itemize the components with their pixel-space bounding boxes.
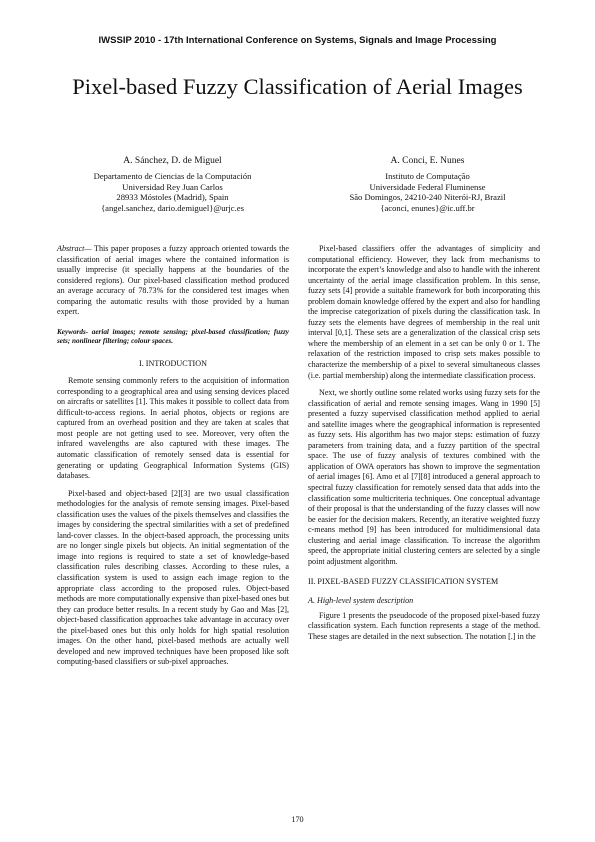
keywords: Keywords- aerial images; remote sensing; pixel-based classification; fuzzy sets; nonlinear filtering; colour spaces. <box>57 327 289 346</box>
affiliation-line: 28933 Móstoles (Madrid), Spain <box>116 192 229 203</box>
affiliation-line: São Domingos, 24210-240 Niterói-RJ, Brazil <box>349 192 506 203</box>
section-heading-system: II. PIXEL-BASED FUZZY CLASSIFICATION SYSTEM <box>308 577 499 587</box>
subsection-heading: A. High-level system description <box>308 595 414 605</box>
right-column <box>308 244 540 649</box>
abstract-label: Abstract— <box>57 244 92 253</box>
abstract <box>57 244 289 318</box>
affiliation-line: Universidade Federal Fluminense <box>369 181 486 192</box>
abstract-text: This paper proposes a fuzzy approach oriented towards the classification of aerial images where the contained information is usually imprecise (it specially happens at the boundaries of the considered regions). Our pixel-based classification method produced an average accuracy of 78.73% for the considered test images when comparing the automatic results with those provided by a human expert. <box>57 244 289 317</box>
left-column <box>57 244 289 675</box>
body-paragraph: Pixel-based classifiers offer the advantages of simplicity and computational efficiency. However, they lack from mechanisms to incorporate the expert’s knowledge and also to handle with the inherent uncertainty of the aerial image classification problem. In this sense, fuzzy sets [4] provide a suitable framework for both incorporating this problem domain knowledge offered by the expert and also for handling the imprecise categorization of pixels during the classification task. In fuzzy sets the elements have degrees of membership in the real unit interval [0,1]. These sets are a generalization of the classical crisp sets where the membership of an element in a set can be only 0 or 1. The relaxation of the restriction imposed to crisp sets makes possible to characterize the membership of a pixel to several simultaneous classes (i.e. partial membership) along the intermediate classification process. <box>308 244 540 380</box>
author-block-2 <box>300 156 555 214</box>
affiliation-line: Departamento de Ciencias de la Computación <box>93 170 252 181</box>
affiliation-line: Instituto de Computação <box>385 170 470 181</box>
conference-header: IWSSIP 2010 - 17th International Conference on Systems, Signals and Image Processing <box>98 35 497 46</box>
author-names: A. Sánchez, D. de Miguel <box>123 156 222 166</box>
author-email: {aconci, enunes}@ic.uff.br <box>380 203 475 214</box>
body-paragraph: Pixel-based and object-based [2][3] are two usual classification methodologies for the analysis of remote sensing images. Pixel-based classification uses the values of the pixels themselves and classifies the images by considering the spectral similarities with a set of predefined land-cover classes. In the object-based approach, the processing units are no longer single pixels but objects. An initial segmentation of the image into regions is required to state a set of knowledge-based classification rules describing classes. According to these rules, a classification system is used to assign each image region to the appropriate class according to the proposed rules. Object-based methods are more computationally expensive than pixel-based ones but they can produce better results. In a recent study by Gao and Mas [2], object-based classification approaches take advantage in accuracy over the pixel-based ones but this only holds for high spatial resolution images. On the other hand, pixel-based methods are actually well developed and new improved techniques have been proposed like soft computing-based classifiers or sub-pixel approaches. <box>57 488 289 667</box>
affiliation-line: Universidad Rey Juan Carlos <box>122 181 223 192</box>
page-number: 170 <box>291 815 304 824</box>
paper-title: Pixel-based Fuzzy Classification of Aerial Images <box>72 74 523 99</box>
body-paragraph: Remote sensing commonly refers to the acquisition of information corresponding to a geographical area and using sensing devices placed on aircrafts or satellites [1]. This makes it possible to collect data from difficult-to-access regions. In aerial photos, objects or regions are captured from an overhead position and they are taken at scales that most people are not getting used to see. Moreover, very often the infrared wavelengths are also captured with these images. The automatic classification of remotely sensed data is essential for generating or updating Geographical Information Systems (GIS) databases. <box>57 376 289 481</box>
author-block-1 <box>45 156 300 214</box>
section-heading-introduction: I. INTRODUCTION <box>139 358 207 368</box>
body-paragraph: Next, we shortly outline some related works using fuzzy sets for the classification of aerial and remote sensing images. Wang in 1990 [5] presented a fuzzy supervised classification method applied to aerial and satellite images where the geographical information is represented as fuzzy sets. His algorithm has two major steps: estimation of fuzzy parameters from training data, and a fuzzy partition of the spectral space. The use of fuzzy analysis of textures combined with the application of OWA operators has shown to improve the segmentation of aerial images [6]. Amo et al [7][8] introduced a general approach to spectral fuzzy classification for remotely sensed data that adds into the classification some multicriteria techniques. One conceptual advantage of their proposal is that the understanding of the fuzzy classes will now be easier for the decision makers. Recently, an iterative weighted fuzzy c-means method [9] has been introduced for multidimensional data clustering and aerial image classification. To increase the algorithm speed, the appropriate initial clustering centers are selected by a single point adjustment algorithm. <box>308 388 540 566</box>
author-names: A. Conci, E. Nunes <box>390 156 465 166</box>
body-paragraph: Figure 1 presents the pseudocode of the proposed pixel-based fuzzy classification system. Each function represents a stage of the method. These stages are detailed in the next subsection. The notation [.] in the <box>308 610 540 641</box>
author-email: {angel.sanchez, dario.demiguel}@urjc.es <box>101 203 244 214</box>
